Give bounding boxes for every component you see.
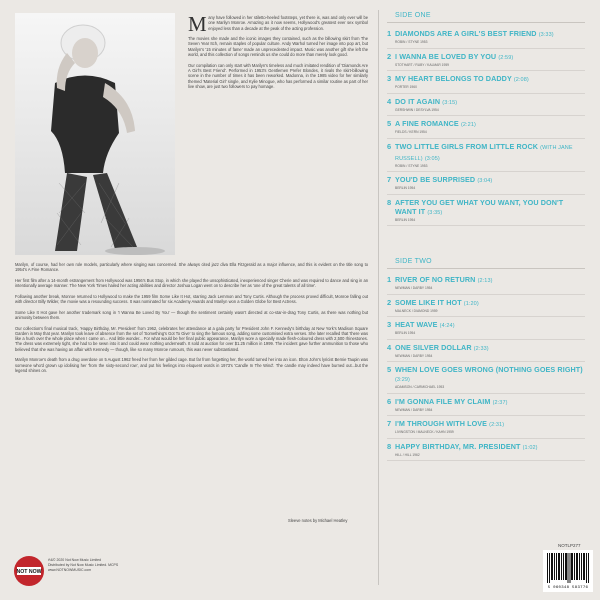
track-duration: (3:33) (538, 32, 554, 38)
track-duration: (3:29) (395, 377, 410, 383)
track-songwriters: BERLIN 1954 (395, 217, 416, 222)
track-featuring: (WITH JANE RUSSELL) (395, 144, 573, 162)
track-duration: (2:13) (477, 278, 493, 284)
track-title (395, 119, 585, 130)
track-row (387, 71, 585, 94)
barcode (543, 550, 593, 592)
track-number: 2 (387, 297, 392, 307)
track-number: 4 (387, 342, 392, 352)
track-duration: (3:04) (477, 178, 493, 184)
notes-paragraph: Following another break, Monroe returned to Hollywood to make the 1959 film Some Like It Hot, starring Jack Lemmon and Tony Curtis. Although the process proved difficult, Monroe falling out with director Billy Wilder, the movie was a resounding success. It was nominated for six Academy Awards and Marilyn won a Golden Globe for Best Actress. (15, 293, 368, 305)
track-row (387, 195, 585, 227)
notes-paragraph: Our collection's final musical track, 'Happy Birthday, Mr. President' from 1962, celebrates her attendance at a gala party for President John F. Kennedy's birthday at New York's Madison Square Garden in May that year. Marilyn took leave of absence from the set of 'Something's Got To Give' to sing the famous song, adding some customised extra verses. She later recalled that 'there was like a hush over the whole place when I came on... And little wonder... For what would be her final public appearance, Marilyn wore a specially made flesh-coloured dress with 2,500 rhinestones. The dress was extremely tight, she had to be sewn into it and could wear nothing underneath. It sold at auction for over $1.25 million in 1999. The incident gave further ammunition to those who believed that she was having an affair with Kennedy — though, like so many Monroe rumours, this was never substantiated. (15, 325, 368, 352)
track-title-text: I WANNA BE LOVED BY YOU (395, 51, 497, 61)
track-songwriters: MALNECK / DIAMOND 1959 (395, 308, 438, 313)
track-row (387, 26, 585, 49)
track-title (395, 198, 585, 218)
track-title (395, 365, 585, 385)
track-row (387, 317, 585, 340)
track-row (387, 340, 585, 363)
track-title-text: TWO LITTLE GIRLS FROM LITTLE ROCK (395, 141, 539, 151)
track-title-text: AFTER YOU GET WHAT YOU WANT, YOU DON'T WANT IT (395, 197, 564, 216)
catalog-number: NOTLP277 (558, 543, 581, 548)
track-number: 6 (387, 141, 392, 151)
sleeve-notes-credit: Sleeve notes by Michael Heatley (288, 518, 348, 523)
marilyn-photo-image (15, 13, 175, 255)
track-number: 3 (387, 320, 392, 329)
notes-paragraph: The movies she made and the iconic images they contained, such as the billowing skirt from The Seven Year Itch, remain staples of popular culture. Andy Warhol turned her image into pop art, but Marilyn's '15 minutes of fame' made an unprecedented impact. Music was another gift she left the world, and this collection of songs reminds us she could do more than merely look good. (188, 36, 368, 58)
website-link[interactable]: www.NOTNOWMUSIC.com (48, 568, 92, 572)
track-number: 5 (387, 365, 392, 374)
track-title (395, 397, 585, 408)
track-songwriters: STOTHART / RUBY / KALMAR 1959 (395, 62, 449, 67)
track-songwriters: ADAMSON / CARMICHAEL 1953 (395, 385, 445, 389)
track-number: 8 (387, 197, 392, 207)
track-duration: (2:21) (460, 122, 476, 128)
track-number: 4 (387, 96, 392, 106)
logo-text: NOT NOW (16, 569, 42, 576)
track-row (387, 362, 585, 394)
track-row (387, 439, 585, 462)
track-row (387, 394, 585, 417)
tracklist-side-two (387, 256, 585, 461)
side-one-header: SIDE ONE (387, 10, 585, 23)
track-number: 7 (387, 175, 392, 184)
track-title-text: HAPPY BIRTHDAY, MR. PRESIDENT (395, 441, 521, 451)
track-duration: (2:08) (513, 77, 529, 83)
legal-text (48, 558, 118, 573)
track-title (395, 275, 585, 286)
track-title (395, 442, 585, 453)
record-label-icon (14, 556, 44, 586)
track-title-text: YOU'D BE SURPRISED (395, 175, 476, 184)
track-duration: (3:35) (427, 209, 443, 216)
track-duration: (1:20) (463, 300, 479, 307)
track-duration: (2:31) (489, 422, 505, 428)
notes-paragraph: Our compilation can only start with Marilyn's timeless and much imitated rendition of 'Diamonds Are A Girl's Best Friend'. Performed in 1953's Gentlemen Prefer Blondes, it rivals the skirt-billowing scene in the number of times it has been reworked. Madonna, in the 1985 video for her similarly themed 'Material Girl' single, and Kylie Minogue, who has performed a similar routine as part of her live show, are just two followers to pay homage. (188, 62, 368, 89)
track-row (387, 94, 585, 117)
notes-paragraph: Marilyn, of course, had her own role models, particularly where singing was concerned. She always cited jazz diva Ella Fitzgerald as a major influence, and this is evident on the title song to 1954's A Fine Romance. (15, 262, 368, 273)
sleeve-notes-bottom (15, 262, 368, 379)
track-number: 3 (387, 74, 392, 83)
track-number: 6 (387, 396, 392, 406)
track-row (387, 272, 585, 295)
track-title-text: DIAMONDS ARE A GIRL'S BEST FRIEND (395, 29, 537, 38)
track-songwriters: NEWMAN / DARBY 1954 (395, 286, 433, 290)
tracklist-side-one (387, 10, 585, 226)
notes-paragraph-text: any have followed in her stiletto-heeled footsteps, yet there is, was and only ever will be one Marilyn Monroe. Amazing as it now seems, Hollywood's greatest ever sex symbol enjoyed less than a decade at the peak of the acting profession. (208, 15, 368, 31)
track-row (387, 416, 585, 439)
track-duration: (2:33) (473, 345, 489, 352)
track-title-text: SOME LIKE IT HOT (395, 297, 462, 307)
track-title (395, 97, 585, 108)
track-title-text: A FINE ROMANCE (395, 119, 459, 128)
track-title (395, 29, 585, 40)
track-number: 1 (387, 275, 392, 284)
track-title (395, 419, 585, 430)
track-songwriters: BERLIN 1954 (395, 186, 416, 190)
track-row (387, 295, 585, 318)
notes-paragraph: Marilyn Monroe's death from a drug overdose on 5 August 1962 freed her from her gilded cage. But far from forgetting her, the world turned her into an icon. Elton John's lyricist Bernie Taupin was someone who'd grown up idolising her 'from the sixty-second row', and put his feelings into eloquent words in 1973's 'Candle In The Wind'. The candle may indeed have burned out...but the legend shines on. (15, 357, 368, 373)
track-number: 7 (387, 419, 392, 428)
barcode-number: 5 060348 583776 (547, 586, 589, 590)
track-row (387, 172, 585, 195)
track-title (395, 52, 585, 63)
track-songwriters: ROBIN / STYNE 1953 (395, 40, 428, 44)
track-row (387, 116, 585, 139)
track-title-text: HEAT WAVE (395, 320, 438, 329)
notes-paragraph (188, 12, 368, 36)
copyright-line: ℗&© 2020 Not Now Music Limited (48, 558, 102, 562)
track-title (395, 175, 585, 186)
notes-paragraph: Her first film after a 14-month estrangement from Hollywood was 1956's Bus Stop, in which she played the unsophisticated, inexperienced singer Cherie and was required to dance and sing in an intentionally average manner. The New York Times hailed her acting abilities and director Joshua Logan went on to describe her as 'one of the great talents of all time'. (15, 277, 368, 289)
track-title (395, 74, 585, 85)
track-row (387, 49, 585, 72)
track-songwriters: FIELDS / KERN 1954 (395, 130, 427, 134)
track-title-text: I'M GONNA FILE MY CLAIM (395, 396, 491, 406)
track-number: 2 (387, 51, 392, 61)
track-title (395, 320, 585, 331)
not-now-logo (14, 556, 44, 586)
track-title-text: MY HEART BELONGS TO DADDY (395, 74, 512, 83)
track-title (395, 298, 585, 309)
marilyn-photo (15, 13, 175, 255)
track-title-text: I'M THROUGH WITH LOVE (395, 419, 488, 428)
track-songwriters: GERSHWIN / DESYLVA 1954 (395, 107, 439, 112)
track-songwriters: ROBIN / STYNE 1953 (395, 163, 428, 168)
track-title-text: ONE SILVER DOLLAR (395, 342, 472, 352)
track-songwriters: NEWMAN / DARBY 1954 (395, 353, 433, 358)
track-duration: (2:37) (492, 399, 508, 406)
track-duration: (2:59) (498, 54, 514, 61)
track-number: 5 (387, 119, 392, 128)
track-number: 8 (387, 441, 392, 451)
track-number: 1 (387, 29, 392, 38)
side-two-header: SIDE TWO (387, 256, 585, 269)
track-title (395, 142, 585, 164)
track-songwriters: HILL / HILL 1962 (395, 452, 420, 457)
drop-cap: M (188, 12, 207, 36)
barcode-bars (543, 550, 593, 584)
column-divider (378, 10, 379, 585)
distribution-line: Distributed by Not Now Music Limited. MCPS (48, 563, 119, 567)
track-title-text: WHEN LOVE GOES WRONG (NOTHING GOES RIGHT) (395, 365, 583, 374)
track-title-text: RIVER OF NO RETURN (395, 275, 476, 284)
track-songwriters: PORTER 1960 (395, 85, 417, 89)
sleeve-notes-top (188, 12, 368, 94)
track-duration: (3:05) (424, 155, 440, 162)
track-row (387, 139, 585, 173)
notes-paragraph: Some Like It Hot gave her another trademark song in 'I Wanna Be Loved By You' — though the sentiment certainly wasn't directed at co-star-in-drag Tony Curtis, as there was nothing but animosity between them. (15, 309, 368, 320)
track-songwriters: NEWMAN / DARBY 1954 (395, 407, 433, 412)
track-duration: (3:15) (442, 99, 458, 106)
track-songwriters: LIVINGSTON / MALNECK / KAHN 1959 (395, 430, 454, 434)
track-title-text: DO IT AGAIN (395, 96, 441, 106)
track-songwriters: BERLIN 1954 (395, 331, 416, 335)
track-title (395, 343, 585, 354)
track-duration: (1:02) (522, 444, 538, 451)
track-duration: (4:24) (439, 323, 455, 329)
